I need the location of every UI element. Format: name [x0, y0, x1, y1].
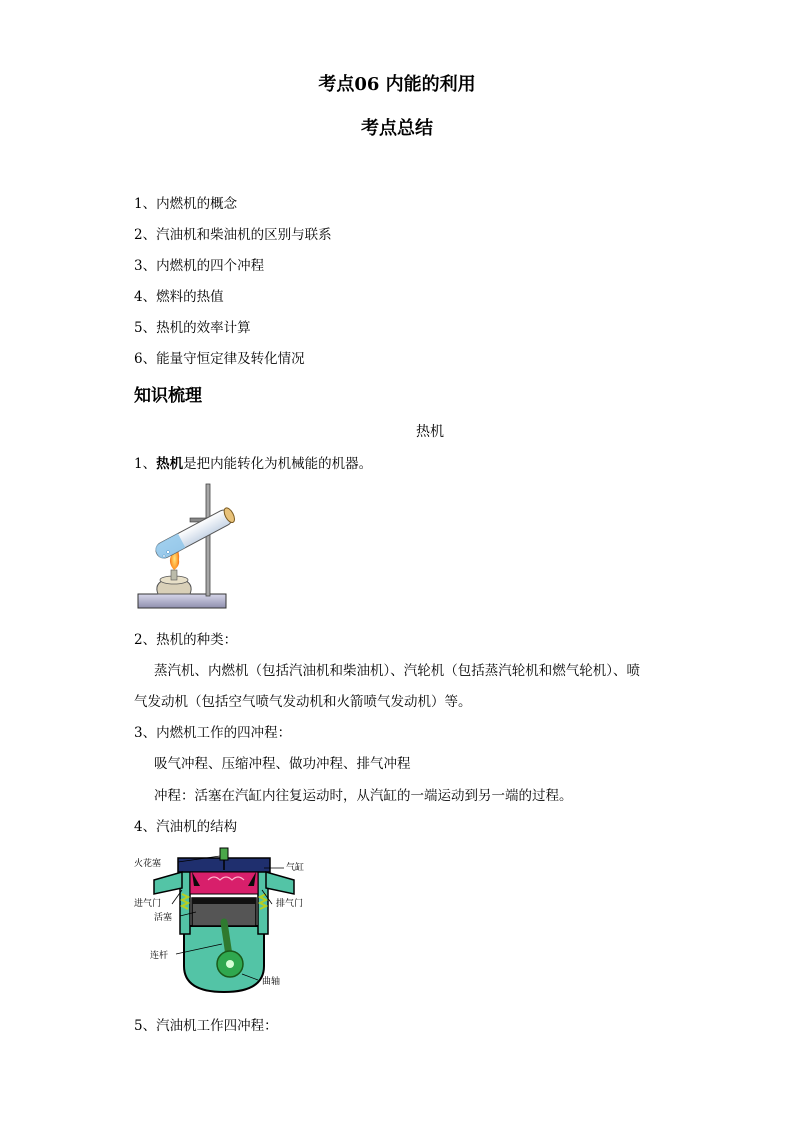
- test-tube: [153, 506, 236, 561]
- subsection-title: 热机: [416, 424, 444, 440]
- label-rod: 连杆: [150, 951, 169, 961]
- section-heading: 知识梳理: [134, 386, 202, 406]
- engine-structure-diagram: [134, 846, 314, 996]
- label-crankshaft: 曲轴: [262, 977, 281, 987]
- stand-base: [138, 594, 226, 608]
- paragraph-2: 2、热机的种类：: [134, 632, 238, 648]
- label-cylinder: 气缸: [286, 863, 305, 873]
- stand-rod: [206, 484, 210, 596]
- spark-plug: [220, 848, 228, 860]
- intake-port: [154, 872, 182, 894]
- page-title: 考点06 内能的利用: [318, 74, 476, 95]
- paragraph-1: [134, 452, 372, 472]
- test-tube-heating-illustration: [134, 482, 246, 616]
- p1-rest: 是把内能转化为机械能的机器。: [183, 456, 373, 472]
- label-intake-valve: 进气门: [134, 899, 162, 909]
- summary-item: 6、能量守恒定律及转化情况: [134, 351, 305, 367]
- paragraph-3-body1: 吸气冲程、压缩冲程、做功冲程、排气冲程: [154, 756, 411, 772]
- exhaust-port: [266, 872, 294, 894]
- paragraph-2-body-line1: 蒸汽机、内燃机（包括汽油机和柴油机）、汽轮机（包括蒸汽轮机和燃气轮机）、喷: [154, 663, 640, 679]
- summary-item: 4、燃料的热值: [134, 289, 224, 305]
- label-piston: 活塞: [154, 913, 173, 923]
- label-exhaust-valve: 排气门: [276, 899, 304, 909]
- summary-item: 5、热机的效率计算: [134, 320, 251, 336]
- lamp-wick-holder: [171, 570, 177, 580]
- label-spark-plug: 火花塞: [134, 859, 162, 869]
- summary-item: 2、汽油机和柴油机的区别与联系: [134, 227, 332, 243]
- paragraph-5: 5、汽油机工作四冲程：: [134, 1018, 278, 1034]
- summary-item: 1、内燃机的概念: [134, 196, 238, 212]
- p1-prefix: 1、: [134, 456, 157, 472]
- paragraph-3: 3、内燃机工作的四冲程：: [134, 725, 292, 741]
- p1-bold-term: 热机: [156, 456, 184, 472]
- page-subtitle: 考点总结: [361, 118, 433, 139]
- paragraph-4: 4、汽油机的结构: [134, 819, 238, 835]
- paragraph-2-body-line2: 气发动机（包括空气喷气发动机和火箭喷气发动机）等。: [134, 694, 472, 710]
- combustion-chamber: [190, 872, 258, 894]
- paragraph-3-body2: 冲程：活塞在汽缸内往复运动时，从汽缸的一端运动到另一端的过程。: [154, 788, 573, 804]
- summary-item: 3、内燃机的四个冲程: [134, 258, 265, 274]
